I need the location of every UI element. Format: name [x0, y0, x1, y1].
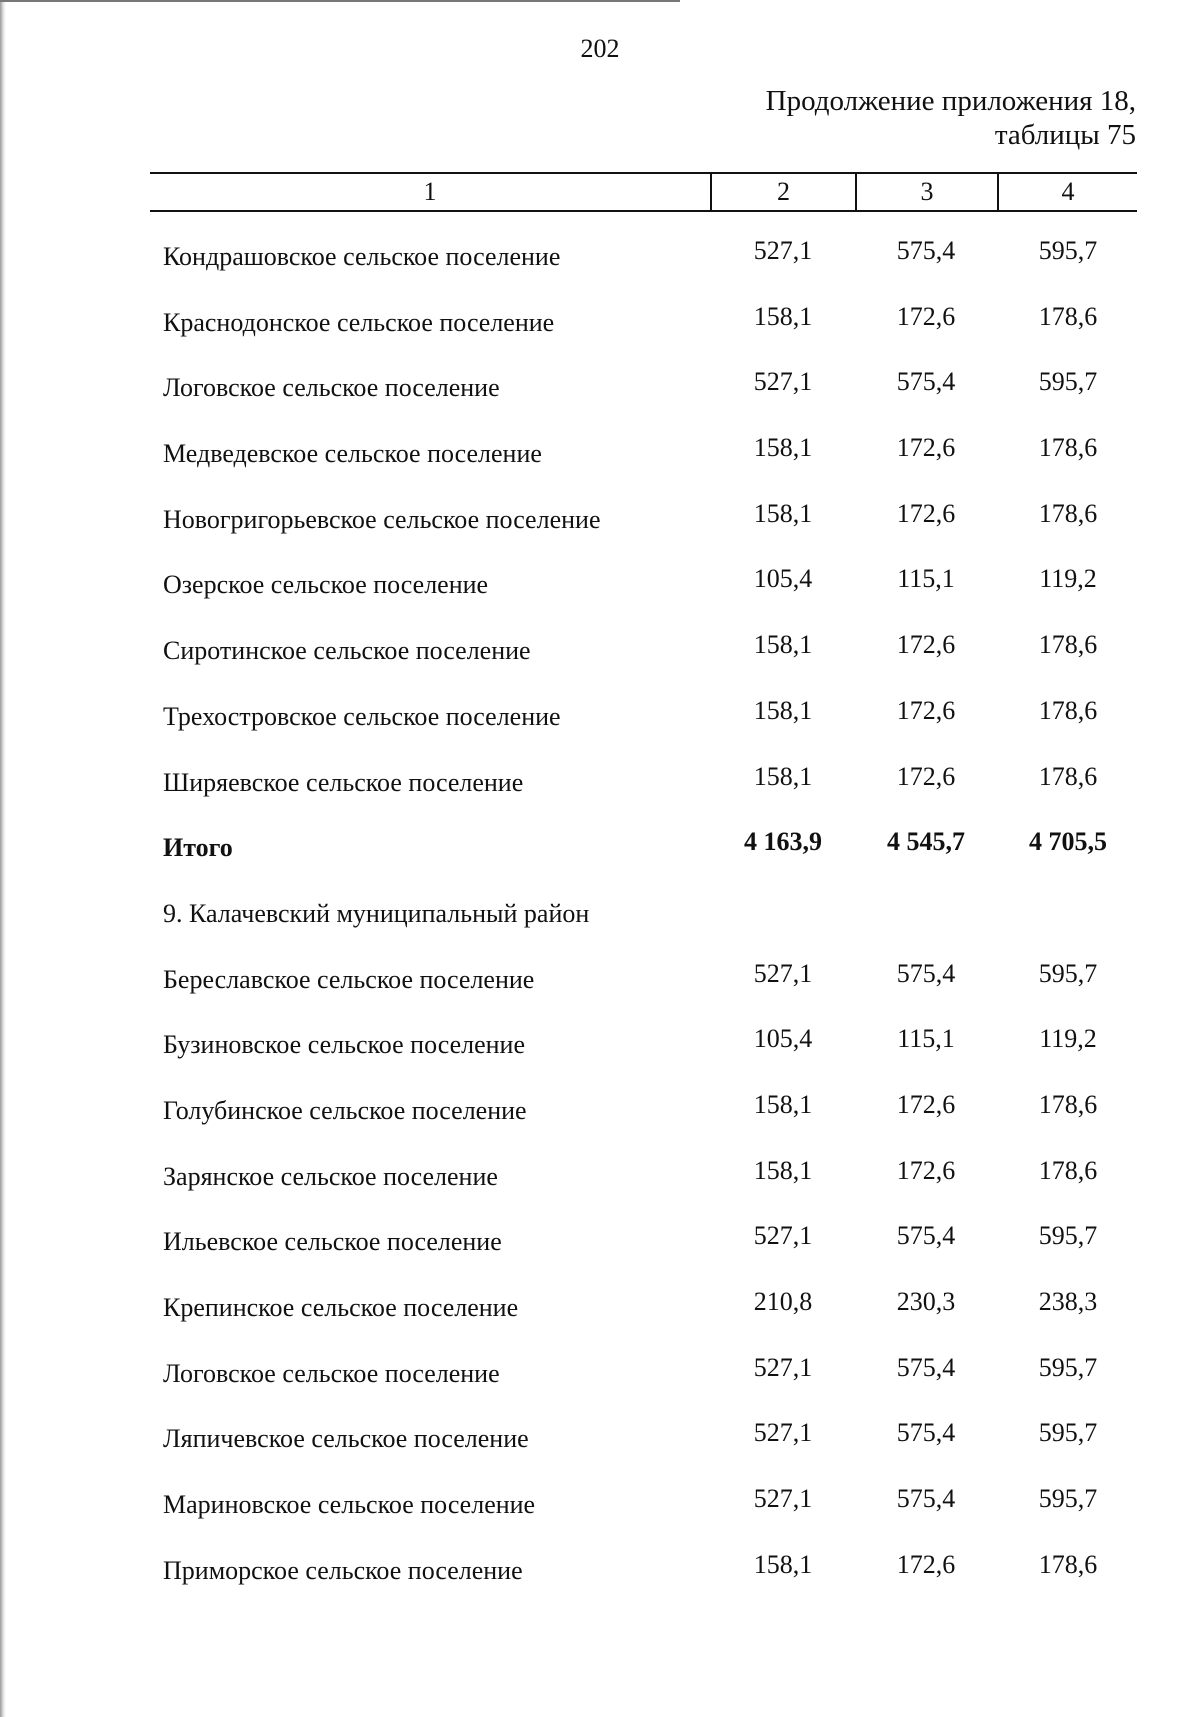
cell-col-4: 178,6	[1038, 301, 1098, 331]
cell-col-3: 172,6	[896, 630, 956, 660]
cell-col-3: 4 545,7	[887, 827, 965, 857]
column-header-3: 3	[920, 177, 934, 206]
cell-col-3: 172,6	[896, 1089, 956, 1119]
row-name: Ширяевское сельское поселение	[163, 767, 524, 797]
table-row	[163, 1287, 1123, 1353]
cell-col-2: 527,1	[753, 1484, 813, 1514]
table-row	[163, 762, 1123, 828]
cell-col-4: 178,6	[1038, 630, 1098, 660]
cell-col-3: 172,6	[896, 761, 956, 791]
cell-col-4: 178,6	[1038, 1089, 1098, 1119]
table-row	[163, 1353, 1123, 1419]
cell-col-2: 158,1	[753, 1155, 813, 1185]
table-row	[163, 696, 1123, 762]
cell-col-2: 158,1	[753, 301, 813, 331]
row-name: Ляпичевское сельское поселение	[163, 1424, 529, 1454]
cell-col-3: 172,6	[896, 1549, 956, 1579]
cell-col-4: 4 705,5	[1029, 827, 1107, 857]
cell-col-3: 172,6	[896, 695, 956, 725]
column-header-1: 1	[423, 177, 437, 206]
cell-col-3: 115,1	[897, 1024, 955, 1054]
row-name: Медведевское сельское поселение	[163, 439, 542, 469]
row-name: Озерское сельское поселение	[163, 570, 489, 600]
cell-col-2: 210,8	[753, 1287, 813, 1316]
cell-col-2: 527,1	[753, 1352, 813, 1382]
cell-col-2: 158,1	[753, 1549, 813, 1579]
table-row	[163, 499, 1123, 565]
cell-col-2: 158,1	[753, 695, 813, 725]
row-name: Крепинское сельское поселение	[163, 1293, 519, 1322]
cell-col-2: 158,1	[753, 433, 813, 463]
cell-col-4: 178,6	[1038, 1155, 1098, 1185]
row-name: Краснодонское сельское поселение	[163, 307, 555, 337]
row-name: Ильевское сельское поселение	[163, 1227, 502, 1257]
cell-col-2: 527,1	[753, 367, 813, 397]
table-row	[163, 433, 1123, 499]
cell-col-2: 158,1	[753, 498, 813, 528]
row-name: Сиротинское сельское поселение	[163, 636, 531, 666]
table-header	[150, 172, 1137, 212]
row-name: Зарянское сельское поселение	[163, 1161, 498, 1191]
cell-col-2: 105,4	[753, 564, 813, 594]
row-name: Приморское сельское поселение	[163, 1555, 523, 1585]
table-row	[163, 367, 1123, 433]
continuation-line-2: таблицы 75	[994, 119, 1136, 151]
table-row	[163, 1550, 1123, 1616]
cell-col-3: 575,4	[896, 1418, 956, 1448]
row-name: Голубинское сельское поселение	[163, 1095, 527, 1125]
cell-col-3: 575,4	[896, 1484, 956, 1514]
table-body	[163, 236, 1123, 1615]
cell-col-3: 172,6	[896, 498, 956, 528]
row-name: Итого	[163, 833, 233, 863]
cell-col-3: 575,4	[896, 958, 956, 988]
cell-col-2: 527,1	[753, 1221, 813, 1251]
cell-col-4: 595,7	[1038, 1221, 1098, 1251]
cell-col-3: 575,4	[896, 236, 956, 265]
cell-col-3: 575,4	[896, 1352, 956, 1382]
page-number: 202	[580, 34, 620, 63]
cell-col-2: 105,4	[753, 1024, 813, 1054]
cell-col-2: 158,1	[753, 1089, 813, 1119]
table-row	[163, 630, 1123, 696]
cell-col-4: 595,7	[1038, 1352, 1098, 1382]
table-row	[163, 1156, 1123, 1222]
table-row	[163, 827, 1123, 893]
cell-col-2: 4 163,9	[744, 827, 822, 857]
row-name: Новогригорьевское сельское поселение	[163, 504, 601, 534]
row-name: Логовское сельское поселение	[163, 1358, 500, 1388]
cell-col-4: 238,3	[1038, 1287, 1098, 1316]
row-name: Кондрашовское сельское поселение	[163, 242, 561, 271]
scan-top-edge-line	[0, 0, 680, 2]
cell-col-2: 527,1	[753, 236, 813, 265]
row-name: Береславское сельское поселение	[163, 964, 535, 994]
row-name: Бузиновское сельское поселение	[163, 1030, 525, 1060]
table-row	[163, 302, 1123, 368]
continuation-note	[766, 84, 1136, 152]
cell-col-3: 575,4	[896, 367, 956, 397]
row-name: Логовское сельское поселение	[163, 373, 500, 403]
cell-col-2: 527,1	[753, 958, 813, 988]
cell-col-4: 178,6	[1038, 498, 1098, 528]
table-row	[163, 1484, 1123, 1550]
cell-col-3: 575,4	[896, 1221, 956, 1251]
column-header-2: 2	[777, 177, 790, 206]
table-row	[163, 1418, 1123, 1484]
table-row	[163, 564, 1123, 630]
cell-col-2: 527,1	[753, 1418, 813, 1448]
cell-col-2: 158,1	[753, 630, 813, 660]
cell-col-4: 119,2	[1039, 564, 1097, 594]
cell-col-4: 595,7	[1038, 1418, 1098, 1448]
cell-col-4: 178,6	[1038, 433, 1098, 463]
table-row	[163, 959, 1123, 1025]
table-row	[163, 1221, 1123, 1287]
cell-col-4: 595,7	[1038, 236, 1098, 265]
table-row	[163, 1024, 1123, 1090]
continuation-line-1: Продолжение приложения 18,	[765, 85, 1136, 117]
cell-col-3: 115,1	[897, 564, 955, 594]
cell-col-4: 178,6	[1038, 695, 1098, 725]
cell-col-4: 595,7	[1038, 1484, 1098, 1514]
cell-col-3: 172,6	[896, 1155, 956, 1185]
cell-col-4: 119,2	[1039, 1024, 1097, 1054]
cell-col-4: 595,7	[1038, 367, 1098, 397]
table-row	[163, 236, 1123, 302]
column-header-4: 4	[1061, 177, 1075, 206]
row-name: Мариновское сельское поселение	[163, 1490, 536, 1520]
cell-col-4: 595,7	[1038, 958, 1098, 988]
cell-col-2: 158,1	[753, 761, 813, 791]
cell-col-3: 172,6	[896, 301, 956, 331]
cell-col-4: 178,6	[1038, 761, 1098, 791]
cell-col-3: 172,6	[896, 433, 956, 463]
scan-edge-shadow	[0, 0, 6, 1717]
cell-col-3: 230,3	[896, 1287, 956, 1316]
table-row	[163, 893, 1123, 959]
row-name: Трехостровское сельское поселение	[163, 701, 561, 731]
table-row	[163, 1090, 1123, 1156]
row-name: 9. Калачевский муниципальный район	[163, 898, 590, 928]
cell-col-4: 178,6	[1038, 1549, 1098, 1579]
